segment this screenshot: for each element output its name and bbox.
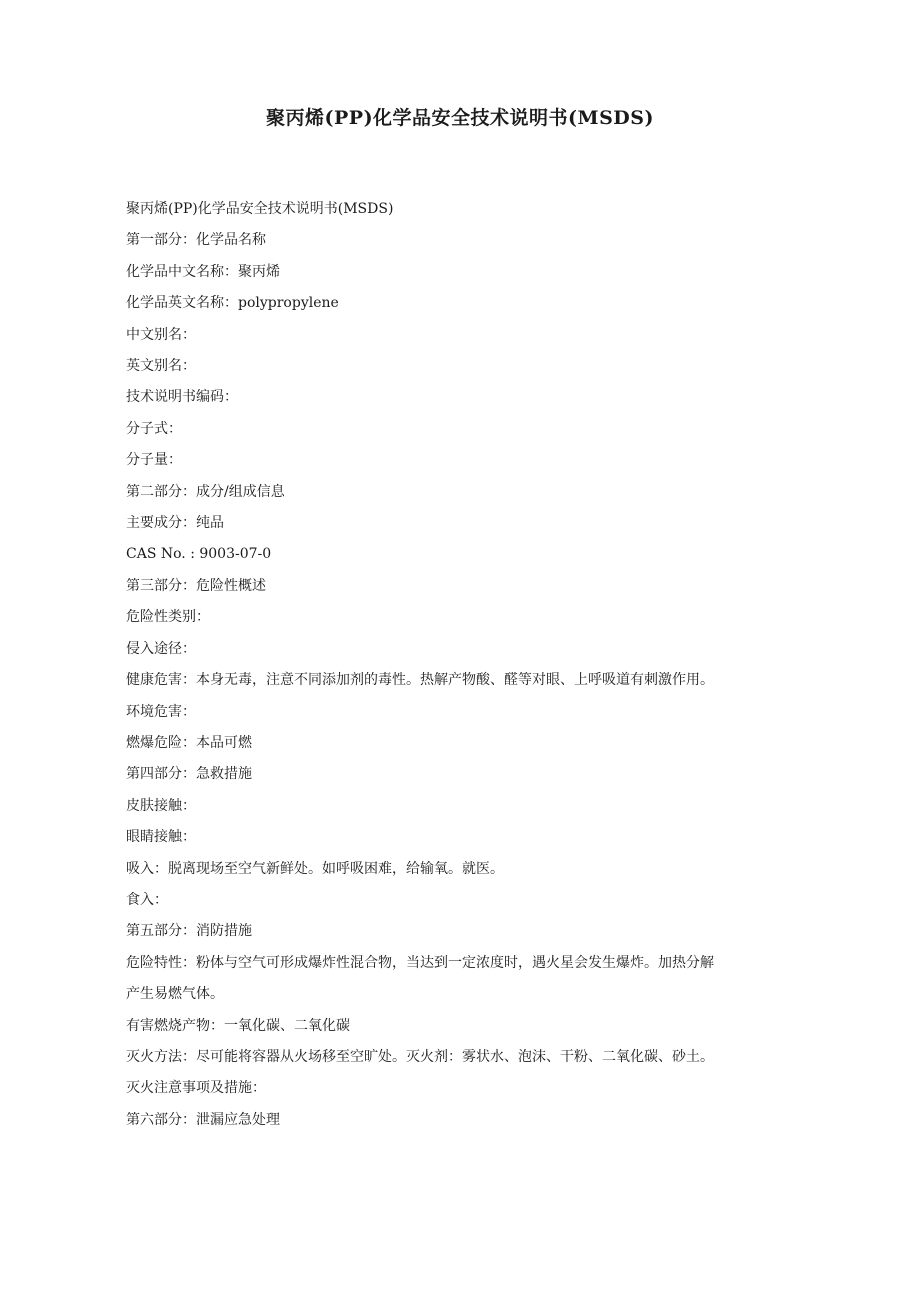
doc-line: 英文别名： (126, 358, 196, 375)
doc-line: 危险特性：粉体与空气可形成爆炸性混合物，当达到一定浓度时，遇火星会发生爆炸。加热分解 (126, 954, 714, 971)
doc-line: 化学品中文名称：聚丙烯 (126, 263, 280, 280)
doc-line: 灭火方法：尽可能将容器从火场移至空旷处。灭火剂：雾状水、泡沫、干粉、二氧化碳、砂土。 (126, 1048, 714, 1065)
doc-line: 分子式： (126, 420, 182, 437)
doc-line: 有害燃烧产物：一氧化碳、二氧化碳 (126, 1017, 350, 1034)
doc-line: 分子量： (126, 452, 182, 469)
doc-line: 燃爆危险：本品可燃 (126, 734, 252, 751)
doc-line: 侵入途径： (126, 640, 196, 657)
doc-line: 产生易燃气体。 (126, 986, 224, 1003)
section-heading: 第四部分：急救措施 (126, 766, 252, 783)
doc-line: 灭火注意事项及措施： (126, 1080, 266, 1097)
doc-line: 中文别名： (126, 326, 196, 343)
doc-line: 技术说明书编码： (126, 389, 238, 406)
doc-line: 健康危害：本身无毒，注意不同添加剂的毒性。热解产物酸、醛等对眼、上呼吸道有刺激作用。 (126, 672, 714, 689)
section-heading: 第三部分：危险性概述 (126, 577, 266, 594)
page-title: 聚丙烯(PP)化学品安全技术说明书(MSDS) (266, 107, 654, 129)
doc-line: 主要成分：纯品 (126, 515, 224, 532)
doc-line: 危险性类别： (126, 609, 210, 626)
doc-line: 化学品英文名称：polypropylene (126, 295, 339, 312)
section-heading: 第二部分：成分/组成信息 (126, 483, 285, 500)
doc-line: 皮肤接触： (126, 797, 196, 814)
doc-line: 环境危害： (126, 703, 196, 720)
doc-line: 眼睛接触： (126, 829, 196, 846)
document-body (126, 194, 786, 1136)
doc-line: 吸入：脱离现场至空气新鲜处。如呼吸困难，给输氧。就医。 (126, 860, 504, 877)
section-heading: 第五部分：消防措施 (126, 923, 252, 940)
section-heading: 第六部分：泄漏应急处理 (126, 1111, 280, 1128)
section-heading: 第一部分：化学品名称 (126, 232, 266, 249)
doc-line: 食入： (126, 891, 168, 908)
doc-line: 聚丙烯(PP)化学品安全技术说明书(MSDS) (126, 201, 394, 217)
doc-line: CAS No. : 9003-07-0 (126, 546, 272, 563)
